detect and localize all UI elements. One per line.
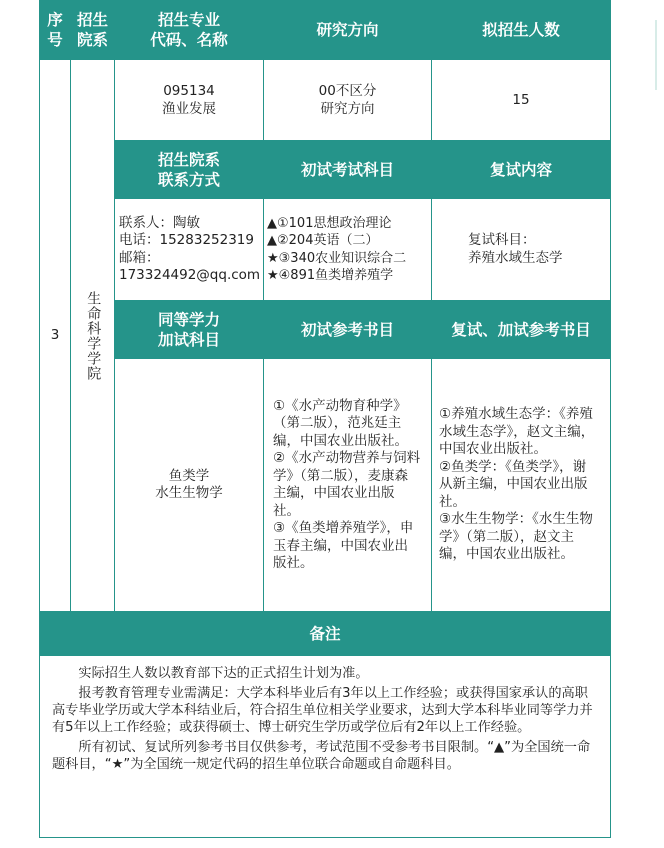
- grid-line: [114, 140, 611, 141]
- subheader-prelim-ref: 初试参考书目: [264, 301, 431, 358]
- note-paragraph-1: 实际招生人数以教育部下达的正式招生计划为准。: [78, 666, 369, 681]
- contact-email-label: 邮箱：: [119, 249, 160, 266]
- major-name: 渔业发展: [162, 100, 216, 117]
- prelim-ref-1: ①《水产动物育种学》（第二版），范兆廷主编，中国农业出版社。: [273, 397, 408, 449]
- college-value: [71, 61, 114, 611]
- exam-subject-2: ▲②204英语（二）: [267, 233, 379, 248]
- subheader-equiv-line2: 加试科目: [157, 330, 220, 349]
- header-seq: [40, 0, 70, 60]
- exam-subject-4: ★④891鱼类增养殖学: [267, 268, 394, 283]
- college-name: 生命科学学院: [85, 291, 102, 381]
- retest-label: 复试科目：: [468, 232, 536, 248]
- subheader-contact: [115, 141, 263, 198]
- retest-subject: 养殖水域生态学: [468, 249, 563, 266]
- grid-line: [114, 358, 611, 359]
- edge-decoration: [655, 20, 657, 90]
- exam-subject-3: ★③340农业知识综合二: [267, 250, 407, 266]
- header-college-line1: 招生: [76, 11, 108, 29]
- prelim-ref-cell: [264, 359, 431, 611]
- subheader-exam: 初试考试科目: [264, 141, 431, 198]
- subheader-retest: 复试内容: [432, 141, 610, 198]
- grid-line: [39, 611, 611, 612]
- grid-line: [263, 0, 264, 612]
- grid-line: [114, 198, 611, 199]
- header-college-line2: 院系: [76, 31, 108, 49]
- count-cell: 15: [432, 61, 610, 140]
- retest-cell: [432, 199, 610, 300]
- seq-value: 3: [40, 61, 70, 611]
- grid-line: [70, 0, 71, 612]
- subheader-equiv: [115, 301, 263, 358]
- major-cell: [115, 61, 263, 140]
- subheader-contact-line2: 联系方式: [157, 170, 220, 189]
- header-college: [71, 0, 114, 60]
- header-count: 拟招生人数: [432, 0, 610, 60]
- note-paragraph-3: 所有初试、复试所列参考书目仅供参考，考试范围不受参考书目限制。“▲”为全国统一命题科目，“★”为全国统一规定代码的招生单位联合命题或自命题科目。: [52, 740, 591, 772]
- retest-ref-cell: [432, 359, 610, 611]
- retest-ref-3: ③水生生物学：《水生生物学》（第二版），赵文主编，中国农业出版社。: [439, 511, 593, 563]
- exam-subject-1: ▲①101思想政治理论: [267, 215, 392, 231]
- grid-line: [431, 0, 432, 612]
- prelim-ref-2: ②《水产动物营养与饲料学》（第二版），麦康森主编，中国农业出版社。: [273, 450, 421, 519]
- header-major: [115, 0, 263, 60]
- equiv-cell: [115, 359, 263, 611]
- contact-email[interactable]: 173324492@qq.com: [119, 267, 261, 283]
- header-major-line2: 代码、名称: [150, 31, 228, 49]
- direction-cell: [264, 61, 431, 140]
- subheader-equiv-line1: 同等学力: [157, 310, 220, 329]
- notes-body: [40, 657, 610, 837]
- grid-line: [114, 0, 115, 612]
- prelim-ref-3: ③《鱼类增养殖学》，申玉春主编，中国农业出版社。: [273, 520, 414, 571]
- header-seq-line1: 序: [47, 11, 63, 29]
- grid-line: [114, 300, 611, 301]
- contact-cell: [115, 199, 263, 300]
- contact-phone: 电话：15283252319: [119, 232, 254, 248]
- direction-line1: 00不区分: [318, 83, 377, 99]
- equiv-subject-2: 水生生物学: [155, 485, 223, 501]
- retest-ref-1: ①养殖水域生态学：《养殖水域生态学》，赵文主编，中国农业出版社。: [439, 406, 595, 458]
- grid-line: [39, 837, 611, 838]
- subheader-contact-line1: 招生院系: [157, 150, 220, 169]
- grid-line: [610, 0, 611, 838]
- retest-ref-2: ②鱼类学：《鱼类学》，谢从新主编，中国农业出版社。: [439, 458, 588, 510]
- subheader-retest-ref: 复试、加试参考书目: [432, 301, 610, 358]
- equiv-subject-1: 鱼类学: [168, 467, 210, 484]
- header-major-line1: 招生专业: [157, 11, 220, 29]
- major-code: 095134: [163, 83, 215, 99]
- header-seq-line2: 号: [47, 31, 63, 49]
- contact-person: 联系人：陶敏: [119, 214, 200, 231]
- exam-cell: [264, 199, 431, 300]
- note-paragraph-2: 报考教育管理专业需满足：大学本科毕业后有3年以上工作经验；或获得国家承认的高职高专毕业学历或大学本科结业后，符合招生单位相关学业要求，达到大学本科毕业同等学力并有5年以上工作经验；或获得硕士、博士研究生学历或学位后有2年以上工作经验。: [52, 686, 593, 735]
- direction-line2: 研究方向: [320, 100, 375, 117]
- notes-title: 备注: [40, 612, 610, 656]
- header-direction: 研究方向: [264, 0, 431, 60]
